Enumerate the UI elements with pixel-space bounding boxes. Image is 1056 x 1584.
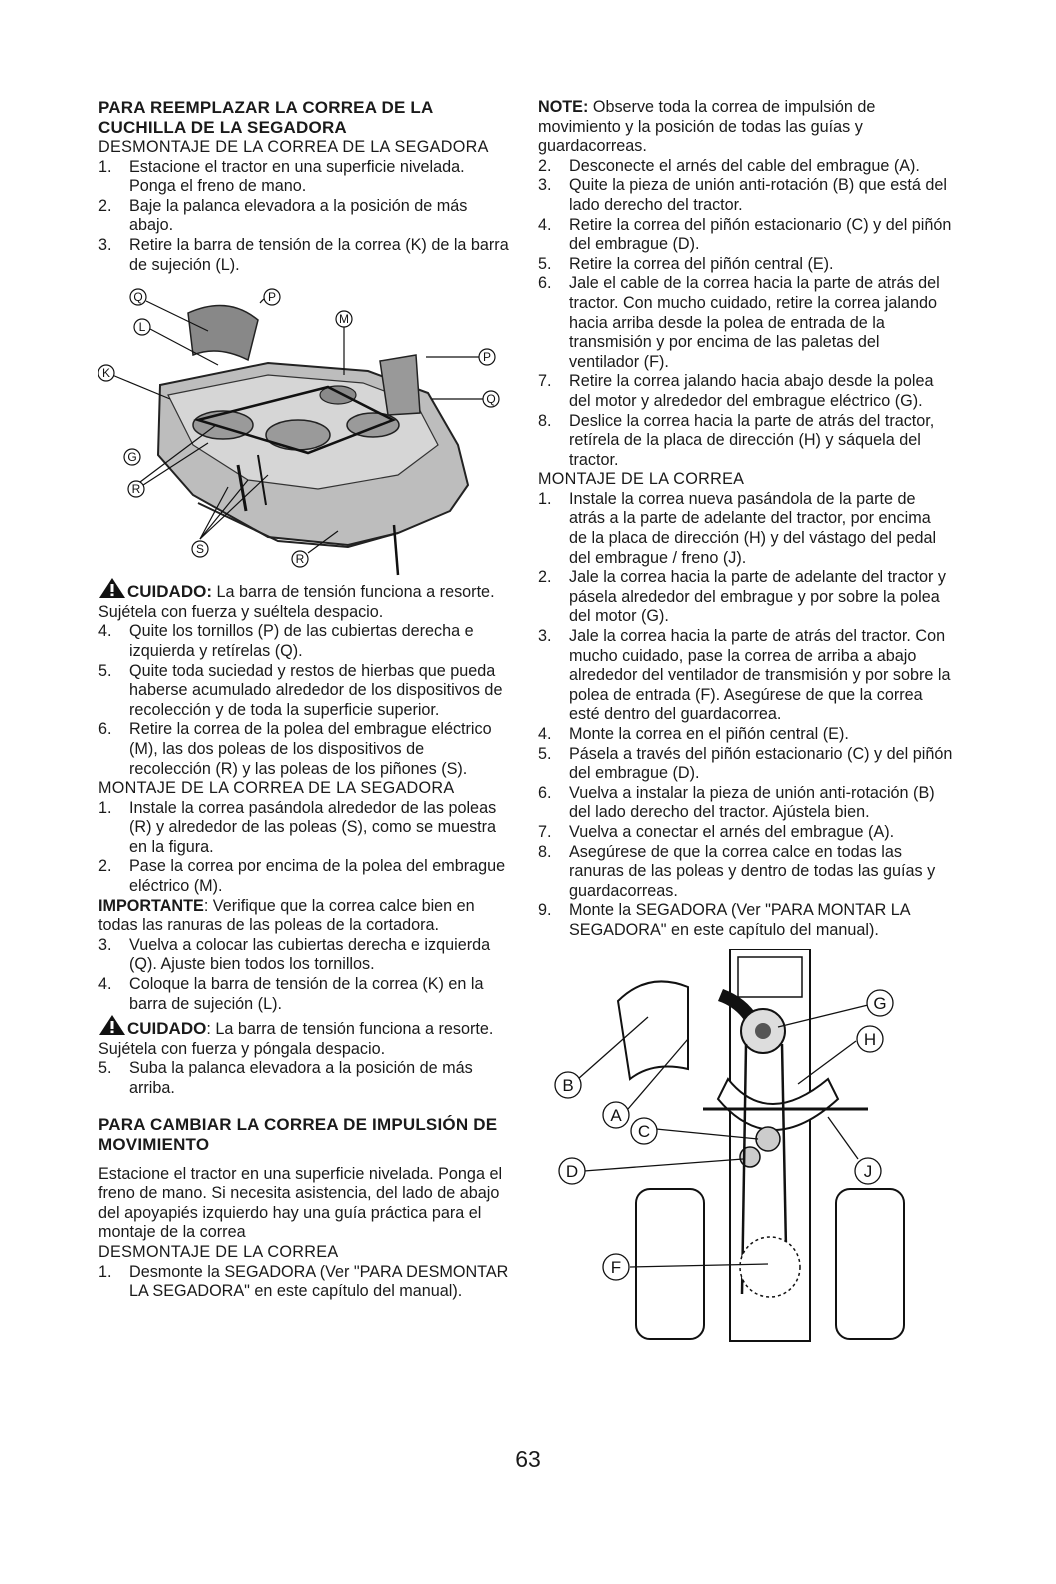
fig2-label-j: J bbox=[863, 1161, 873, 1181]
step-item: 4. Retire la correa del piñón estacionario (C) y del piñón del embrague (D). bbox=[538, 215, 952, 254]
fig1-label-s: S bbox=[195, 542, 205, 557]
step-item: 2. Jale la correa hacia la parte de adelante del tractor y pásela alrededor del embrague y por sobre la polea del motor (G). bbox=[538, 568, 947, 626]
step-item: 7. Retire la correa jalando hacia abajo desde la polea del motor y alrededor del embrague eléctrico (G). bbox=[538, 372, 934, 410]
subheading-mower-belt-install: MONTAJE DE LA CORREA DE LA SEGADORA bbox=[98, 779, 455, 798]
install-steps-1-2 bbox=[98, 799, 510, 897]
subheading-belt-install: MONTAJE DE LA CORREA bbox=[538, 470, 745, 489]
step-item: 4. Quite los tornillos (P) de las cubiertas derecha e izquierda y retírelas (Q). bbox=[98, 622, 474, 660]
step-item: 4. Coloque la barra de tensión de la correa (K) en la barra de sujeción (L). bbox=[98, 975, 484, 1013]
right-column bbox=[538, 98, 953, 1351]
removal-steps-4-6 bbox=[98, 622, 510, 779]
step-item: 5. Pásela a través del piñón estacionario (C) y del piñón del embrague (D). bbox=[538, 744, 953, 783]
caution-note-1: CUIDADO: La barra de tensión funciona a resorte. Sujétela con fuerza y suéltela despacio. bbox=[98, 577, 510, 622]
fig1-label-k: K bbox=[101, 366, 111, 381]
tractor-drive-belt-figure bbox=[538, 949, 953, 1351]
step-item: 3. Quite la pieza de unión anti-rotación (B) que está del lado derecho del tractor. bbox=[538, 176, 947, 214]
subheading-belt-removal: DESMONTAJE DE LA CORREA bbox=[98, 1242, 339, 1261]
belt-install-steps bbox=[538, 490, 953, 941]
belt-removal-steps-2-8 bbox=[538, 157, 953, 471]
fig2-label-h: H bbox=[863, 1029, 877, 1049]
install-steps-3-4 bbox=[98, 936, 510, 1014]
step-item: 1. Instale la correa nueva pasándola de la parte de atrás a la parte de adelante del tractor, por encima de la placa de dirección (H) y del vástago del pedal del embrague / freno (J). bbox=[538, 489, 937, 567]
step-item: 8. Asegúrese de que la correa calce en todas las ranuras de las poleas y dentro de todas las guías y guardacorreas. bbox=[538, 842, 936, 900]
fig1-label-p2: P bbox=[482, 350, 492, 365]
fig2-label-f: F bbox=[610, 1257, 622, 1277]
warning-triangle-icon bbox=[98, 577, 126, 599]
fig1-label-r2: R bbox=[295, 552, 305, 567]
step-item: 2. Baje la palanca elevadora a la posición de más abajo. bbox=[98, 196, 468, 235]
step-item: 6. Jale el cable de la correa hacia la parte de atrás del tractor. Con mucho cuidado, retire la correa jalando hacia arriba desde la polea de entrada de la transmisión y por encima de las paletas del ventilador (F). bbox=[538, 274, 940, 371]
fig2-label-c: C bbox=[637, 1121, 651, 1141]
step-item: 1. Desmonte la SEGADORA (Ver "PARA DESMONTAR LA SEGADORA" en este capítulo del manual). bbox=[98, 1262, 509, 1301]
note-paragraph: NOTE: Observe toda la correa de impulsión de movimiento y la posición de todas las guías y guardacorreas. bbox=[538, 98, 876, 156]
step-item: 6. Vuelva a instalar la pieza de unión anti-rotación (B) del lado derecho del tractor. Ajústela bien. bbox=[538, 783, 935, 822]
left-column bbox=[98, 98, 510, 1302]
step-item: 2. Desconecte el arnés del cable del embrague (A). bbox=[538, 156, 920, 175]
drive-belt-intro: Estacione el tractor en una superficie nivelada. Ponga el freno de mano. Si necesita asistencia, del lado de abajo del apoyapiés izquierdo hay una guía práctica para el montaje de la correa bbox=[98, 1164, 503, 1242]
belt-removal-step-1 bbox=[98, 1263, 510, 1302]
fig1-label-l: L bbox=[138, 320, 146, 335]
fig1-label-p: P bbox=[267, 290, 277, 305]
important-note: IMPORTANTE: Verifique que la correa calce bien en todas las ranuras de las poleas de la cortadora. bbox=[98, 896, 475, 935]
mower-deck-figure bbox=[98, 275, 510, 577]
step-item: 5. Suba la palanca elevadora a la posición de más arriba. bbox=[98, 1059, 473, 1097]
fig2-label-a: A bbox=[610, 1105, 622, 1125]
removal-steps-1-3 bbox=[98, 158, 510, 276]
heading-change-drive-belt: PARA CAMBIAR LA CORREA DE IMPULSIÓN DE MOVIMIENTO bbox=[98, 1114, 498, 1154]
step-item: 3. Jale la correa hacia la parte de atrás del tractor. Con mucho cuidado, pase la correa de arriba a abajo alrededor del ventilador de transmisión y por sobre la polea de entrada (F). Asegúrese de que la correa esté dentro del guardacorrea. bbox=[538, 627, 951, 724]
heading-replace-mower-belt: PARA REEMPLAZAR LA CORREA DE LA CUCHILLA DE LA SEGADORA bbox=[98, 98, 433, 137]
step-item: 8. Deslice la correa hacia la parte de atrás del tractor, retírela de la placa de dirección (H) y sáquela del tractor. bbox=[538, 411, 935, 469]
fig1-label-g: G bbox=[127, 450, 137, 465]
fig1-label-r: R bbox=[131, 482, 141, 497]
fig1-label-q2: Q bbox=[486, 392, 496, 407]
step-item: 9. Monte la SEGADORA (Ver "PARA MONTAR LA SEGADORA" en este capítulo del manual). bbox=[538, 901, 910, 939]
step-item: 5. Quite toda suciedad y restos de hierbas que pueda haberse acumulado alrededor de los dispositivos de recolección y de toda la superficie superior. bbox=[98, 661, 503, 719]
fig1-label-m: M bbox=[339, 312, 349, 327]
step-item: 3. Retire la barra de tensión de la correa (K) de la barra de sujeción (L). bbox=[98, 235, 509, 274]
fig2-label-d: D bbox=[565, 1161, 579, 1181]
fig2-label-b: B bbox=[562, 1075, 574, 1095]
fig2-label-g: G bbox=[873, 993, 887, 1013]
step-item: 5. Retire la correa del piñón central (E). bbox=[538, 254, 834, 273]
step-item: 1. Estacione el tractor en una superficie nivelada. Ponga el freno de mano. bbox=[98, 157, 465, 196]
step-item: 3. Vuelva a colocar las cubiertas derecha e izquierda (Q). Ajuste bien todos los tornillos. bbox=[98, 935, 491, 974]
subheading-mower-belt-removal: DESMONTAJE DE LA CORREA DE LA SEGADORA bbox=[98, 138, 489, 156]
step-item: 4. Monte la correa en el piñón central (E). bbox=[538, 725, 849, 743]
warning-triangle-icon bbox=[98, 1014, 126, 1036]
caution-note-2: CUIDADO: La barra de tensión funciona a resorte. Sujétela con fuerza y póngala despacio. bbox=[98, 1014, 510, 1059]
fig1-label-q: Q bbox=[133, 290, 143, 305]
step-item: 2. Pase la correa por encima de la polea del embrague eléctrico (M). bbox=[98, 857, 506, 896]
step-item: 1. Instale la correa pasándola alrededor de las poleas (R) y alrededor de las poleas (S), como se muestra en la figura. bbox=[98, 798, 497, 856]
page-number: 63 bbox=[515, 1446, 541, 1472]
install-step-5 bbox=[98, 1059, 510, 1098]
step-item: 7. Vuelva a conectar el arnés del embrague (A). bbox=[538, 822, 895, 841]
step-item: 6. Retire la correa de la polea del embrague eléctrico (M), las dos poleas de los dispositivos de recolección (R) y las poleas de los piñones (S). bbox=[98, 720, 492, 778]
